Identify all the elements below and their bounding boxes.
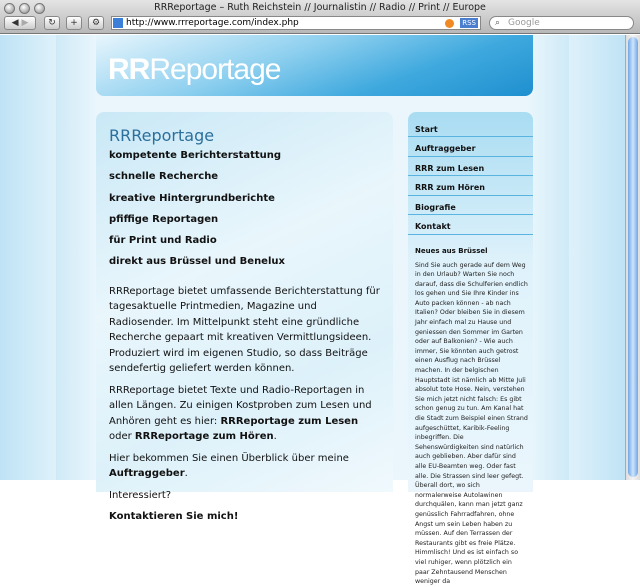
add-bookmark-button[interactable]: +	[66, 16, 82, 30]
rss-button[interactable]: RSS	[462, 19, 476, 27]
keyword: direkt aus Brüssel und Benelux	[109, 256, 285, 268]
main-content	[96, 112, 393, 523]
scrollbar-thumb[interactable]	[628, 37, 638, 477]
nav-start[interactable]: Start	[408, 112, 533, 137]
nav-biografie[interactable]: Biografie	[408, 196, 533, 216]
keyword: kreative Hintergrundberichte	[109, 192, 275, 204]
gear-icon[interactable]: ⚙	[88, 16, 104, 30]
search-icon: ⌕	[495, 18, 501, 28]
keyword: schnelle Recherche	[109, 171, 219, 183]
link-auftraggeber[interactable]: Auftraggeber	[109, 468, 185, 480]
link-reportage-lesen[interactable]: RRReportage zum Lesen	[220, 415, 359, 427]
forward-icon[interactable]: ▶	[21, 18, 29, 28]
nav-auftraggeber[interactable]: Auftraggeber	[408, 137, 533, 157]
main-nav	[408, 112, 533, 235]
url-text: http://www.rrreportage.com/index.php	[126, 18, 299, 28]
intro-paragraph: RRReportage bietet umfassende Berichterstattung für tagesaktuelle Printmedien, Magazine und Radiosender. Im Mittelpunkt steht eine gründliche Recherche gepaart mit kreativen Vermittlungsideen. Produziert wird im eigenen Studio, so dass Beiträge sendefertig geliefert werden können.	[109, 285, 380, 375]
search-placeholder: Google	[508, 18, 540, 28]
search-input[interactable]	[489, 16, 634, 30]
favicon-icon	[113, 18, 123, 28]
sidebar	[408, 112, 533, 586]
link-reportage-hoeren[interactable]: RRReportage zum Hören	[134, 431, 274, 443]
window-title: RRReportage – Ruth Reichstein // Journalistin // Radio // Print // Europe	[154, 2, 486, 13]
web-page	[0, 35, 625, 586]
browser-toolbar	[0, 0, 640, 34]
snapback-icon[interactable]	[445, 19, 454, 28]
keyword: pfiffige Reportagen	[109, 213, 219, 225]
nav-rrr-zum-hoeren[interactable]: RRR zum Hören	[408, 176, 533, 196]
logo[interactable]: RRReportage	[108, 53, 281, 86]
clients-paragraph: Hier bekommen Sie einen Überblick über meine Auftraggeber.	[109, 452, 349, 480]
header-banner	[96, 35, 533, 96]
contact-link[interactable]: Kontaktieren Sie mich!	[109, 511, 239, 523]
page-title: RRReportage	[109, 126, 215, 145]
address-bar[interactable]	[111, 16, 481, 30]
news-text: Sind Sie auch gerade auf dem Weg in den Urlaub? Warten Sie noch darauf, dass die Schulferien endlich los gehen und Sie Ihre Kinder ins Auto packen können - ab nach Italien? Oder bleiben Sie in diesem Jahr einfach mal zu Hause und geniessen den Sommer im Garten oder auf Balkonien? - Wie auch immer, Sie könnten auch getrost einen Ausflug nach Brüssel machen. In der belgischen Hauptstadt ist nämlich ab Mitte Juli absolut tote Hose. Nein, verstehen Sie mich jetzt nicht falsch: Es gibt schon genug zu tun. Am Kanal hat die Stadt zum Beispiel einen Strand aufgeschüttet, Karibik-Feeling inbegriffen. Die Sehenswürdigkeiten sind natürlich auch geblieben. Aber dafür sind alle EU-Beamten weg. Oder fast alle. Die Strassen sind leer gefegt. Überall dort, wo sich normalerweise Autolawinen durchquälen, kann man jetzt ganz genüsslich Fahrradfahren, ohne Angst um sein Leben haben zu müssen. Auf den Terrassen der Restaurants gibt es freie Plätze. Himmlisch! Und es ist einfach so viel ruhiger, wenn plötzlich ein paar Zehntausend Menschen weniger da	[415, 261, 528, 586]
keyword: für Print und Radio	[109, 235, 217, 247]
reload-button[interactable]: ↻	[44, 16, 60, 30]
back-icon[interactable]: ◀	[11, 18, 19, 28]
nav-kontakt[interactable]: Kontakt	[408, 215, 533, 235]
news-title: Neues aus Brüssel	[415, 246, 488, 255]
vertical-scrollbar[interactable]	[625, 35, 640, 480]
nav-rrr-zum-lesen[interactable]: RRR zum Lesen	[408, 157, 533, 177]
back-forward-button[interactable]	[4, 16, 36, 30]
interested-text: Interessiert?	[109, 489, 172, 501]
samples-paragraph: RRReportage bietet Texte und Radio-Reportagen in allen Längen. Zu einigen Kostproben zum Lesen und Anhören geht es hier: RRReportage zum Lesen oder RRReportage zum Hören.	[109, 384, 372, 443]
keyword: kompetente Berichterstattung	[109, 150, 282, 161]
